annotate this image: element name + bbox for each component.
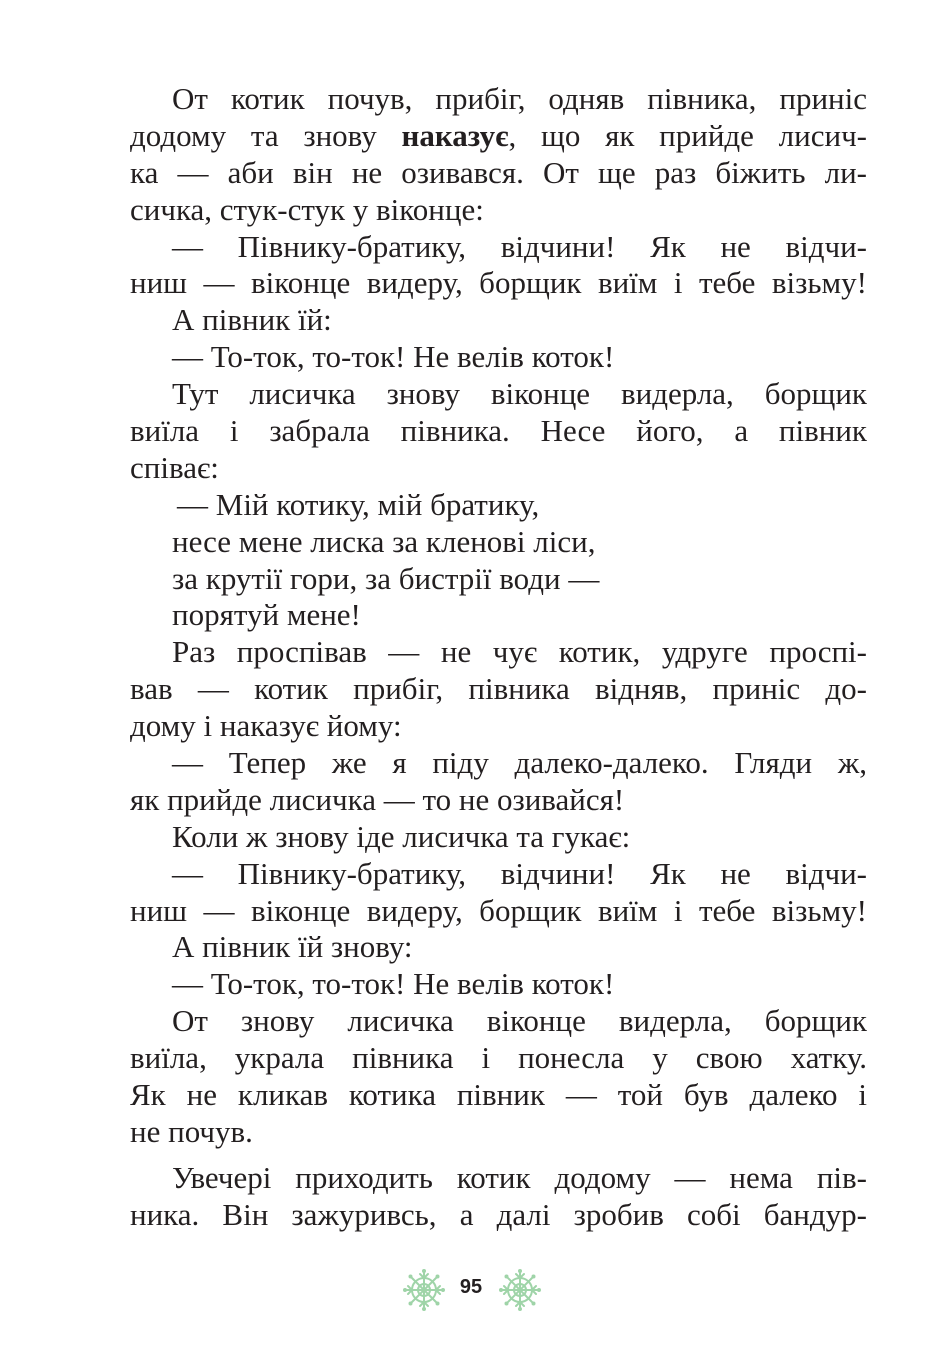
verse-line: за крутії гори, за бистрії води — <box>172 560 600 596</box>
story-text <box>130 81 867 1234</box>
verse-line: несе мене лиска за кленові ліси, <box>172 523 596 559</box>
text-fragment: , що як прийде лисич- <box>508 117 868 153</box>
page-footer <box>0 1268 935 1312</box>
text-line: Коли ж знову іде лисичка та гукає: <box>172 818 631 854</box>
text-line: Увечері приходить котик додому — нема пів- <box>172 1159 867 1195</box>
text-line: — Півнику-братику, відчини! Як не відчи- <box>172 228 867 264</box>
bold-word: наказує <box>401 117 509 153</box>
text-line: — Тепер же я піду далеко-далеко. Гляди ж, <box>172 745 867 781</box>
text-line: А півник їй: <box>172 302 332 338</box>
text-line: — То-ток, то-ток! Не велів коток! <box>172 966 615 1002</box>
text-line: ниш — віконце видеру, борщик виїм і тебе візьму! <box>130 265 867 301</box>
text-line: сичка, стук-стук у віконце: <box>130 191 484 227</box>
snowflake-ornament-icon <box>498 1268 542 1312</box>
text-line: От знову лисичка віконце видерла, борщик <box>172 1003 867 1039</box>
text-line: Як не кликав котика півник — той був далеко і <box>130 1077 867 1113</box>
text-line: Тут лисичка знову віконце видерла, борщик <box>172 376 867 412</box>
text-line: не почув. <box>130 1113 253 1149</box>
text-line: співає: <box>130 449 219 485</box>
text-fragment: додому та знову <box>130 117 377 153</box>
text-line: виїла і забрала півника. Несе його, а півник <box>130 413 867 449</box>
text-line: Раз проспівав — не чує котик, удруге проспі- <box>172 634 867 670</box>
text-line: А півник їй знову: <box>172 929 413 965</box>
text-line: виїла, украла півника і понесла у свою хатку. <box>130 1040 867 1076</box>
text-line: ка — аби він не озивався. От ще раз біжить ли- <box>130 154 867 190</box>
text-line: як прийде лисичка — то не озивайся! <box>130 781 625 817</box>
text-line: ника. Він зажуривсь, а далі зробив собі бандур- <box>130 1196 867 1232</box>
page-number: 95 <box>459 1276 483 1298</box>
text-line: вав — котик прибіг, півника відняв, приніс до- <box>130 671 867 707</box>
verse-line: — Мій котику, мій братику, <box>177 486 540 522</box>
text-line: дому і наказує йому: <box>130 708 402 744</box>
text-line: — Півнику-братику, відчини! Як не відчи- <box>172 855 867 891</box>
text-line <box>130 118 867 155</box>
snowflake-ornament-icon <box>402 1268 446 1312</box>
text-line: — То-ток, то-ток! Не велів коток! <box>172 339 615 375</box>
text-line: ниш — віконце видеру, борщик виїм і тебе візьму! <box>130 892 867 928</box>
verse-line: порятуй мене! <box>172 597 361 633</box>
text-line: От котик почув, прибіг, одняв півника, приніс <box>172 81 867 116</box>
